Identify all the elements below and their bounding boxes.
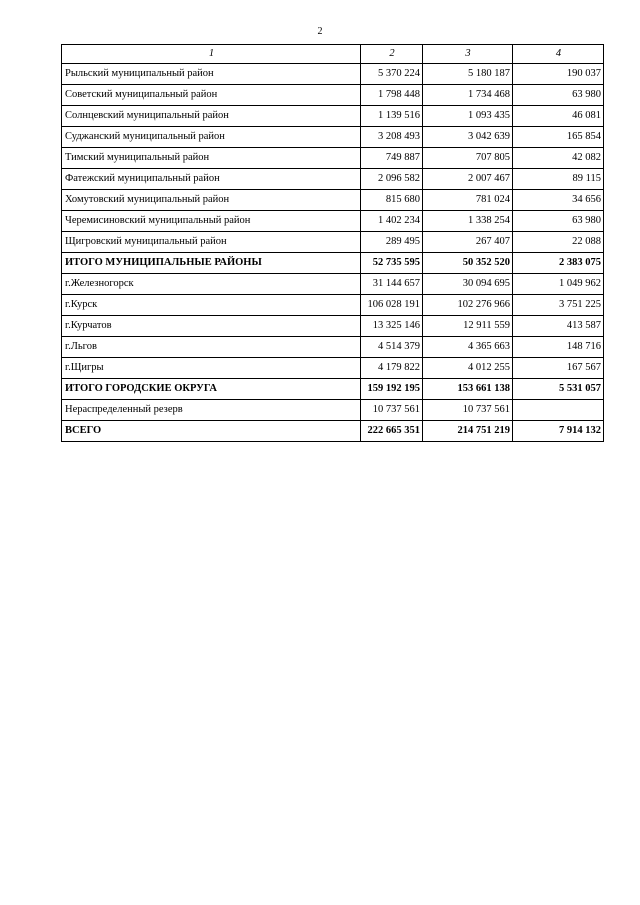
row-value-col4: 5 531 057 bbox=[513, 379, 604, 400]
row-value-col2: 31 144 657 bbox=[361, 274, 423, 295]
table-row bbox=[62, 337, 604, 358]
table-row bbox=[62, 64, 604, 85]
row-name-cell: г.Курчатов bbox=[62, 316, 361, 337]
row-value-col3: 2 007 467 bbox=[423, 169, 513, 190]
row-value-col3: 30 094 695 bbox=[423, 274, 513, 295]
row-name-cell: Солнцевский муниципальный район bbox=[62, 106, 361, 127]
row-value-col3: 102 276 966 bbox=[423, 295, 513, 316]
row-name-cell: Суджанский муниципальный район bbox=[62, 127, 361, 148]
row-value-col3: 3 042 639 bbox=[423, 127, 513, 148]
row-name-cell: г.Льгов bbox=[62, 337, 361, 358]
row-value-col3: 1 338 254 bbox=[423, 211, 513, 232]
row-value-col2: 1 402 234 bbox=[361, 211, 423, 232]
row-value-col4: 165 854 bbox=[513, 127, 604, 148]
table-row bbox=[62, 274, 604, 295]
row-value-col2: 5 370 224 bbox=[361, 64, 423, 85]
row-value-col3: 153 661 138 bbox=[423, 379, 513, 400]
row-value-col3: 1 093 435 bbox=[423, 106, 513, 127]
column-header-3: 3 bbox=[423, 45, 513, 64]
row-name-cell: ИТОГО МУНИЦИПАЛЬНЫЕ РАЙОНЫ bbox=[62, 253, 361, 274]
row-value-col4: 63 980 bbox=[513, 85, 604, 106]
table-row bbox=[62, 169, 604, 190]
row-value-col4: 3 751 225 bbox=[513, 295, 604, 316]
table-row bbox=[62, 85, 604, 106]
row-value-col3: 267 407 bbox=[423, 232, 513, 253]
table-row bbox=[62, 211, 604, 232]
row-value-col3: 4 012 255 bbox=[423, 358, 513, 379]
row-value-col3: 1 734 468 bbox=[423, 85, 513, 106]
row-value-col2: 13 325 146 bbox=[361, 316, 423, 337]
row-value-col4: 148 716 bbox=[513, 337, 604, 358]
table-row bbox=[62, 295, 604, 316]
row-value-col2: 289 495 bbox=[361, 232, 423, 253]
row-value-col2: 1 798 448 bbox=[361, 85, 423, 106]
table-total-row bbox=[62, 421, 604, 442]
row-value-col4 bbox=[513, 400, 604, 421]
row-value-col4: 89 115 bbox=[513, 169, 604, 190]
row-name-cell: Нераспределенный резерв bbox=[62, 400, 361, 421]
row-name-cell: Хомутовский муниципальный район bbox=[62, 190, 361, 211]
row-name-cell: Фатежский муниципальный район bbox=[62, 169, 361, 190]
row-value-col3: 781 024 bbox=[423, 190, 513, 211]
row-value-col2: 3 208 493 bbox=[361, 127, 423, 148]
row-name-cell: Черемисиновский муниципальный район bbox=[62, 211, 361, 232]
row-name-cell: Щигровский муниципальный район bbox=[62, 232, 361, 253]
budget-table bbox=[61, 44, 604, 442]
table-body bbox=[62, 64, 604, 442]
row-value-col3: 50 352 520 bbox=[423, 253, 513, 274]
table-total-row bbox=[62, 379, 604, 400]
row-value-col3: 12 911 559 bbox=[423, 316, 513, 337]
table-row bbox=[62, 148, 604, 169]
row-value-col2: 106 028 191 bbox=[361, 295, 423, 316]
table-row bbox=[62, 190, 604, 211]
row-value-col3: 214 751 219 bbox=[423, 421, 513, 442]
row-value-col4: 34 656 bbox=[513, 190, 604, 211]
row-value-col2: 52 735 595 bbox=[361, 253, 423, 274]
row-name-cell: г.Железногорск bbox=[62, 274, 361, 295]
row-name-cell: г.Щигры bbox=[62, 358, 361, 379]
row-value-col2: 10 737 561 bbox=[361, 400, 423, 421]
table-row bbox=[62, 232, 604, 253]
row-value-col3: 5 180 187 bbox=[423, 64, 513, 85]
row-value-col3: 10 737 561 bbox=[423, 400, 513, 421]
row-value-col2: 1 139 516 bbox=[361, 106, 423, 127]
row-value-col4: 42 082 bbox=[513, 148, 604, 169]
row-value-col4: 7 914 132 bbox=[513, 421, 604, 442]
row-name-cell: г.Курск bbox=[62, 295, 361, 316]
column-header-2: 2 bbox=[361, 45, 423, 64]
table-row bbox=[62, 400, 604, 421]
row-name-cell: ВСЕГО bbox=[62, 421, 361, 442]
table-row bbox=[62, 358, 604, 379]
table-total-row bbox=[62, 253, 604, 274]
row-value-col4: 2 383 075 bbox=[513, 253, 604, 274]
row-name-cell: Советский муниципальный район bbox=[62, 85, 361, 106]
row-value-col4: 22 088 bbox=[513, 232, 604, 253]
row-value-col4: 190 037 bbox=[513, 64, 604, 85]
table-row bbox=[62, 106, 604, 127]
row-value-col2: 749 887 bbox=[361, 148, 423, 169]
row-value-col2: 159 192 195 bbox=[361, 379, 423, 400]
column-header-1: 1 bbox=[62, 45, 361, 64]
page-number: 2 bbox=[317, 26, 323, 37]
row-value-col2: 4 179 822 bbox=[361, 358, 423, 379]
row-name-cell: ИТОГО ГОРОДСКИЕ ОКРУГА bbox=[62, 379, 361, 400]
row-value-col4: 167 567 bbox=[513, 358, 604, 379]
row-value-col2: 815 680 bbox=[361, 190, 423, 211]
row-name-cell: Тимский муниципальный район bbox=[62, 148, 361, 169]
row-value-col4: 63 980 bbox=[513, 211, 604, 232]
row-value-col2: 222 665 351 bbox=[361, 421, 423, 442]
row-value-col2: 2 096 582 bbox=[361, 169, 423, 190]
row-name-cell: Рыльский муниципальный район bbox=[62, 64, 361, 85]
column-header-4: 4 bbox=[513, 45, 604, 64]
table-header-row bbox=[62, 45, 604, 64]
table-row bbox=[62, 316, 604, 337]
row-value-col4: 46 081 bbox=[513, 106, 604, 127]
row-value-col4: 1 049 962 bbox=[513, 274, 604, 295]
row-value-col4: 413 587 bbox=[513, 316, 604, 337]
row-value-col3: 707 805 bbox=[423, 148, 513, 169]
table-row bbox=[62, 127, 604, 148]
row-value-col3: 4 365 663 bbox=[423, 337, 513, 358]
row-value-col2: 4 514 379 bbox=[361, 337, 423, 358]
